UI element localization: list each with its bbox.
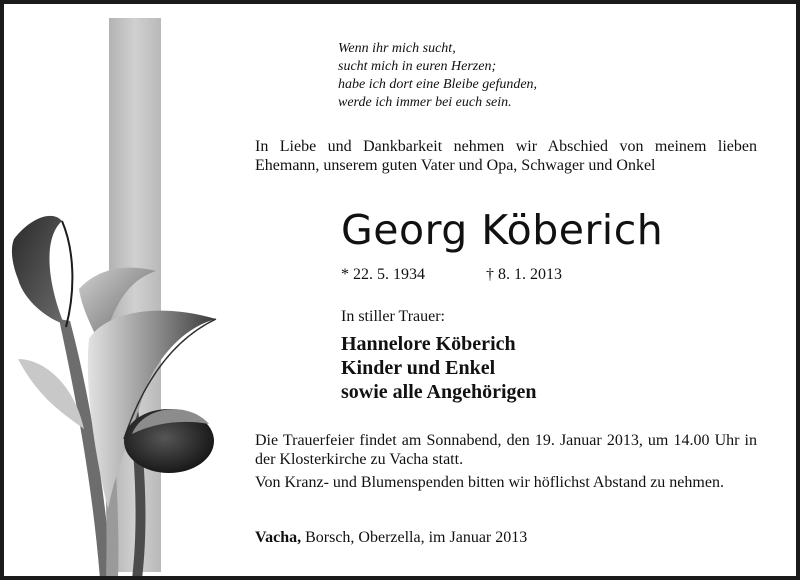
poem-line: habe ich dort eine Bleibe gefunden, [338, 77, 538, 92]
mourners-list [341, 332, 537, 404]
mourning-label: In stiller Trauer: [341, 308, 445, 325]
poem-line: sucht mich in euren Herzen; [338, 59, 497, 74]
poem-line: werde ich immer bei euch sein. [338, 95, 512, 110]
deceased-name: Georg Köberich [341, 206, 664, 254]
death-date: † 8. 1. 2013 [486, 266, 562, 283]
signature-rest: Borsch, Oberzella, im Januar 2013 [301, 529, 528, 546]
calla-flower [12, 216, 64, 324]
signature-line [255, 529, 527, 547]
funeral-info: Die Trauerfeier findet am Sonnabend, den 19. Januar 2013, um 14.00 Uhr in der Klosterkirche zu Vacha statt. [255, 432, 757, 468]
flowers-note: Von Kranz- und Blumenspenden bitten wir höflichst Abstand zu nehmen. [255, 474, 724, 491]
poem-line: Wenn ihr mich sucht, [338, 41, 456, 56]
birth-date: * 22. 5. 1934 [341, 266, 425, 283]
calla-lily-illustration [4, 209, 234, 579]
mourner: Hannelore Köberich [341, 333, 516, 355]
mourner: sowie alle Angehörigen [341, 381, 537, 403]
signature-place: Vacha, [255, 529, 302, 546]
calla-flower [88, 311, 216, 509]
farewell-text: In Liebe und Dankbarkeit nehmen wir Abschied von meinem lieben Ehemann, unserem guten Vater und Opa, Schwager und Onkel [255, 138, 757, 174]
mourner: Kinder und Enkel [341, 357, 496, 379]
poem [338, 40, 698, 112]
